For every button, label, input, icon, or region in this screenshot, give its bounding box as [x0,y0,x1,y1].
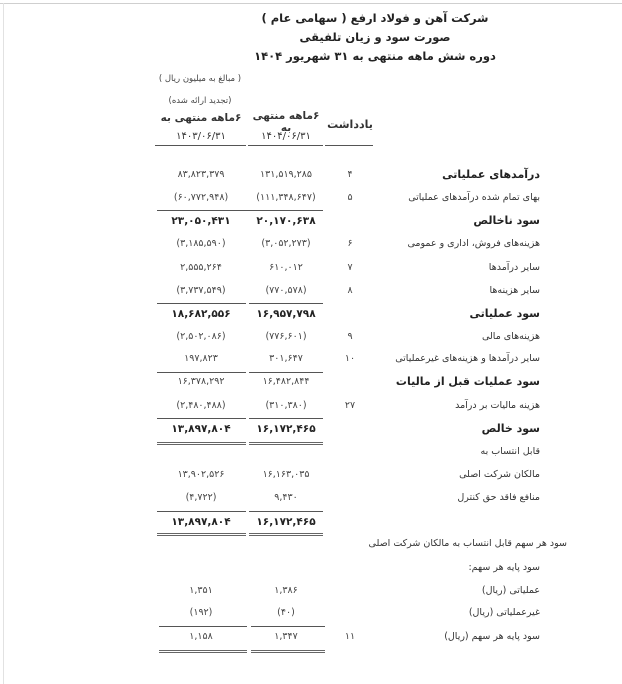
row-current: (۷۷۰,۵۷۸) [265,285,307,296]
table-row [0,282,622,300]
row-label: سود پایه هر سهم (ریال) [444,631,540,642]
subtotal-rule-current [249,418,323,419]
total-double-rule-current [251,650,325,653]
table-row [0,489,622,507]
table-row [0,212,622,230]
row-label: سود عملیات قبل از مالیات [395,375,540,388]
row-current: (۳,۰۵۲,۲۷۳) [261,238,311,249]
table-row [0,350,622,368]
row-current: ۱,۳۸۶ [274,585,298,596]
row-current: ۱۳۱,۵۱۹,۲۸۵ [260,169,312,180]
row-label: سایر درآمدها [488,262,540,273]
header-rule-current [248,145,323,146]
table-row [0,604,622,622]
table-row [0,535,622,553]
row-current: ۶۱۰,۰۱۲ [269,262,303,273]
table-row [0,189,622,207]
row-prior: ۱۳,۸۹۷,۸۰۴ [171,516,231,528]
current-period-date: ۱۴۰۴/۰۶/۳۱ [261,131,311,142]
row-label: سود هر سهم قابل انتساب به مالکان شرکت اصلی [368,538,567,549]
row-prior: ۲۳,۰۵۰,۴۳۱ [171,215,231,227]
row-current: ۲۰,۱۷۰,۶۳۸ [256,215,316,227]
row-note: ۶ [347,238,353,249]
row-note: ۱۰ [344,353,356,364]
row-label: قابل انتساب به [480,446,540,457]
row-current: ۱۶,۱۶۳,۰۳۵ [262,469,310,480]
row-label: هزینه‌های مالی [481,331,540,342]
table-row [0,420,622,438]
row-current: (۷۷۶,۶۰۱) [265,331,307,342]
row-current: ۹,۴۳۰ [274,492,298,503]
row-prior: (۲,۵۰۲,۰۸۶) [176,331,226,342]
row-label: بهای تمام شده درآمدهای عملیاتی [408,192,540,203]
row-label: سایر درآمدها و هزینه‌های غیرعملیاتی [395,353,540,364]
period-title: دوره شش ماهه منتهی به ۳۱ شهریور ۱۴۰۴ [254,49,496,63]
row-current: (۳۱۰,۳۸۰) [265,400,307,411]
row-current: ۱۶,۱۷۲,۴۶۵ [256,423,316,435]
row-note: ۲۷ [344,400,356,411]
row-prior: ۱۶,۳۷۸,۲۹۲ [177,376,225,387]
row-prior: ۱۳,۸۹۷,۸۰۴ [171,423,231,435]
row-note: ۷ [347,262,353,273]
table-row [0,559,622,577]
table-row [0,373,622,391]
row-prior: ۲,۵۵۵,۲۶۴ [180,262,222,273]
row-prior: ۱۹۷,۸۲۳ [184,353,218,364]
restated-note: (تجدید ارائه شده) [168,96,232,106]
table-row [0,513,622,531]
table-row [0,628,622,646]
row-prior: ۸۳,۸۲۳,۳۷۹ [177,169,225,180]
row-label: هزینه مالیات بر درآمد [455,400,540,411]
subtotal-rule-prior [157,418,246,419]
row-label: درآمدهای عملیاتی [442,168,540,181]
row-prior: ۱۳,۹۰۲,۵۲۶ [177,469,225,480]
row-prior: (۲,۴۸۰,۴۸۸) [176,400,226,411]
row-current: ۱۶,۱۷۲,۴۶۵ [256,516,316,528]
table-row [0,166,622,184]
note-column-header: یادداشت [327,118,373,131]
row-label: سایر هزینه‌ها [489,285,540,296]
row-note: ۱۱ [344,631,356,642]
subtotal-rule-prior [159,626,247,627]
row-current: ۱۶,۴۸۲,۸۴۴ [262,376,310,387]
row-prior: (۱۹۲) [189,607,213,618]
header-rule-note [325,145,373,146]
subtotal-rule-current [251,626,325,627]
prior-period-header: ۶ماهه منتهی به [160,112,242,124]
row-prior: ۱,۱۵۸ [189,631,213,642]
row-current: ۱۶,۹۵۷,۷۹۸ [256,308,316,320]
row-prior: ۱,۳۵۱ [189,585,213,596]
subtotal-rule-prior [157,511,246,512]
current-period-header: ۶ماهه منتهی به [252,110,320,134]
subtotal-rule-prior [157,303,246,304]
row-label: عملیاتی (ریال) [481,585,540,596]
row-prior: (۴,۷۲۲) [185,492,217,503]
row-note: ۵ [347,192,353,203]
table-row [0,582,622,600]
row-note: ۸ [347,285,353,296]
row-current: (۱۱۱,۳۴۸,۶۴۷) [256,192,316,203]
row-label: سود ناخالص [473,214,540,227]
row-current: (۴۰) [277,607,295,618]
prior-period-date: ۱۴۰۳/۰۶/۳۱ [176,131,226,142]
company-name: شرکت آهن و فولاد ارفع ( سهامی عام ) [261,11,489,25]
total-double-rule-prior [159,650,247,653]
page-border-top [0,3,622,4]
row-label: سود عملیاتی [469,307,540,320]
table-row [0,328,622,346]
table-row [0,235,622,253]
header-rule-prior [155,145,246,146]
subtotal-rule-current [249,511,323,512]
row-label: هزینه‌های فروش، اداری و عمومی [407,238,540,249]
row-prior: (۳,۱۸۵,۵۹۰) [176,238,226,249]
row-label: سود خالص [481,422,540,435]
row-note: ۹ [347,331,353,342]
row-current: ۱,۳۴۷ [274,631,298,642]
row-label: مالکان شرکت اصلی [459,469,540,480]
unit-note: ( مبالغ به میلیون ریال ) [158,74,242,84]
table-row [0,443,622,461]
row-label: سود پایه هر سهم: [468,562,540,573]
row-note: ۴ [347,169,353,180]
row-label: غیرعملیاتی (ریال) [468,607,540,618]
table-row [0,305,622,323]
table-row [0,259,622,277]
row-prior: ۱۸,۶۸۲,۵۵۶ [171,308,231,320]
table-row [0,466,622,484]
row-prior: (۳,۷۳۷,۵۴۹) [176,285,226,296]
subtotal-rule-current [249,303,323,304]
row-prior: (۶۰,۷۷۲,۹۴۸) [173,192,229,203]
subtotal-rule [157,210,323,211]
row-current: ۳۰۱,۶۴۷ [269,353,303,364]
statement-title: صورت سود و زیان تلفیقی [299,30,451,44]
table-row [0,397,622,415]
row-label: منافع فاقد حق کنترل [457,492,540,503]
